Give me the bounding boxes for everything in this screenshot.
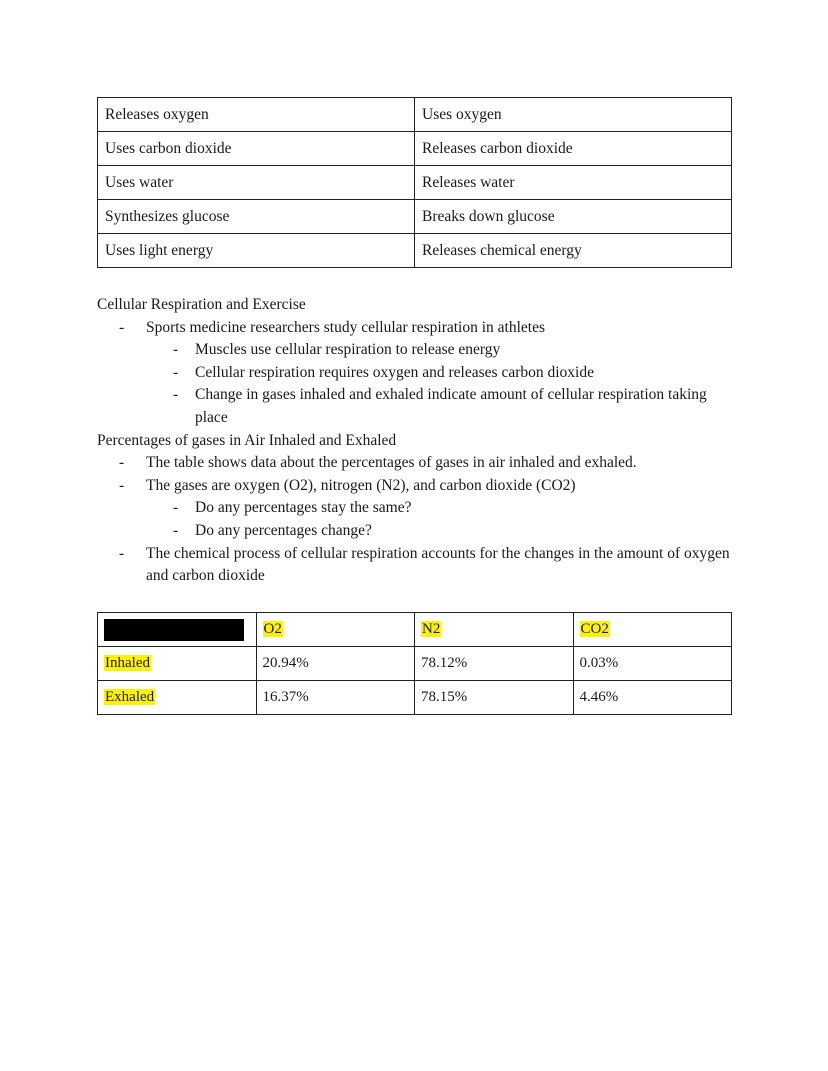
table-cell: Uses oxygen: [415, 98, 732, 132]
list-item: [146, 520, 737, 543]
list-item: [146, 497, 737, 520]
dash-bullet: -: [173, 521, 179, 539]
dash-bullet: -: [173, 363, 179, 381]
table-cell: Uses water: [98, 166, 415, 200]
row-header: [98, 647, 257, 681]
section-heading: Cellular Respiration and Exercise: [97, 296, 306, 313]
list-item: [97, 543, 737, 588]
table-row: [98, 234, 732, 268]
dash-bullet: -: [119, 454, 125, 472]
list-item-text: Change in gases inhaled and exhaled indicate amount of cellular respiration taking place: [195, 386, 707, 426]
table-row: [98, 98, 732, 132]
sub-bullet-list: [97, 339, 737, 429]
bullet-list: [97, 452, 737, 588]
column-header: [256, 613, 415, 647]
list-item: [97, 317, 737, 430]
gas-percentages-table: [97, 612, 732, 715]
list-item: [97, 452, 737, 475]
table-cell: 20.94%: [256, 647, 415, 681]
highlighted-text: N2: [422, 621, 441, 637]
table-cell: 78.12%: [415, 647, 574, 681]
table-cell: 4.46%: [573, 681, 732, 715]
table-cell: Uses light energy: [98, 234, 415, 268]
list-item: [146, 339, 737, 362]
list-item-text: Do any percentages change?: [195, 521, 372, 539]
table-row: [98, 647, 732, 681]
highlighted-text: Exhaled: [105, 689, 155, 705]
redacted-header-cell: [98, 613, 257, 647]
list-item-text: Do any percentages stay the same?: [195, 499, 412, 517]
highlighted-text: O2: [263, 621, 282, 637]
dash-bullet: -: [173, 341, 179, 359]
list-item-text: Muscles use cellular respiration to release energy: [195, 341, 501, 359]
dash-bullet: -: [119, 318, 125, 336]
table-row: [98, 200, 732, 234]
table-row: [98, 132, 732, 166]
bullet-list: [97, 317, 737, 430]
table-cell: Breaks down glucose: [415, 200, 732, 234]
table-cell: Releases chemical energy: [415, 234, 732, 268]
highlighted-text: Inhaled: [105, 655, 150, 671]
list-item-text: The chemical process of cellular respiration accounts for the changes in the amount of oxygen and carbon dioxide: [146, 544, 730, 585]
sub-bullet-list: [97, 497, 737, 542]
table-cell: Uses carbon dioxide: [98, 132, 415, 166]
dash-bullet: -: [119, 476, 125, 494]
table-header-row: [98, 613, 732, 647]
dash-bullet: -: [119, 544, 125, 562]
table-cell: Releases oxygen: [98, 98, 415, 132]
dash-bullet: -: [173, 499, 179, 517]
table-row: [98, 681, 732, 715]
column-header: [573, 613, 732, 647]
list-item-text: The table shows data about the percentages of gases in air inhaled and exhaled.: [146, 454, 637, 472]
list-item: [146, 362, 737, 385]
dash-bullet: -: [173, 386, 179, 404]
list-item-text: Sports medicine researchers study cellular respiration in athletes: [146, 318, 545, 336]
table-cell: Synthesizes glucose: [98, 200, 415, 234]
redaction-block: [104, 619, 244, 641]
table-row: [98, 166, 732, 200]
column-header: [415, 613, 574, 647]
table-cell: 78.15%: [415, 681, 574, 715]
table-cell: Releases carbon dioxide: [415, 132, 732, 166]
notes-outline: [97, 294, 737, 588]
list-item-text: The gases are oxygen (O2), nitrogen (N2), and carbon dioxide (CO2): [146, 476, 576, 494]
table-cell: 0.03%: [573, 647, 732, 681]
table-cell: Releases water: [415, 166, 732, 200]
list-item: [97, 475, 737, 543]
table-cell: 16.37%: [256, 681, 415, 715]
row-header: [98, 681, 257, 715]
list-item: [146, 384, 737, 429]
section-heading: Percentages of gases in Air Inhaled and Exhaled: [97, 431, 397, 449]
highlighted-text: CO2: [580, 621, 609, 637]
comparison-table: [97, 97, 732, 268]
list-item-text: Cellular respiration requires oxygen and releases carbon dioxide: [195, 363, 594, 381]
